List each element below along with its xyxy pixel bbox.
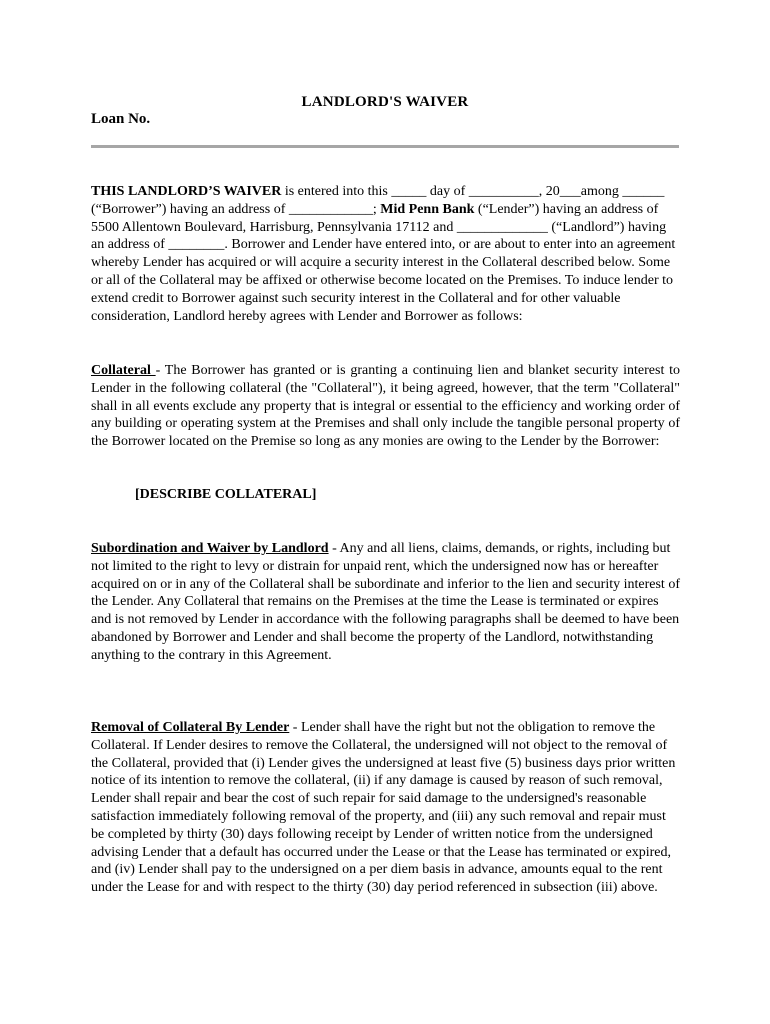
header-divider: [91, 145, 679, 148]
intro-text-1: is entered into this _____ day of __________, 20___among ______ (“Borrower”) having an address of ____________;: [91, 184, 665, 217]
intro-lead: THIS LANDLORD’S WAIVER: [91, 184, 282, 199]
lender-name: Mid Penn Bank: [380, 201, 475, 217]
subordination-heading: Subordination and Waiver by Landlord: [91, 541, 329, 556]
collateral-heading: Collateral: [91, 363, 156, 378]
intro-paragraph: [91, 183, 680, 325]
intro-text-2: (“Lender”) having an address of 5500 Allentown Boulevard, Harrisburg, Pennsylvania 17112 and _____________ (“Landlord”) having an address of ________. Borrower and Lender have entered into, or are about to enter into an agreement whereby Lender has acquired or will acquire a security interest in the Collateral described below. Some or all of the Collateral may be affixed or otherwise become located on the Premises. To induce lender to extend credit to Borrower against such security interest in the Collateral and for other valuable consideration, Landlord hereby agrees with Lender and Borrower as follows:: [91, 201, 676, 324]
removal-heading: Removal of Collateral By Lender: [91, 720, 290, 735]
collateral-body: - The Borrower has granted or is granting a continuing lien and blanket security interest to Lender in the following collateral (the "Collateral"), it being agreed, however, that the term "Collateral" shall in all events exclude any property that is integral or essential to the efficiency and working order of any building or operating system at the Premises and shall only include the tangible personal property of the Borrower located on the Premise so long as any monies are owing to the Lender by the Borrower:: [91, 363, 680, 450]
loan-number-label: Loan No.: [91, 111, 151, 127]
subordination-paragraph: [91, 540, 680, 665]
removal-paragraph: [91, 719, 680, 897]
subordination-body: - Any and all liens, claims, demands, or rights, including but not limited to the right to levy or distrain for unpaid rent, which the undersigned now has or hereafter acquired on or in any of the Collateral shall be subordinate and inferior to the lien and security interest of the Lender. Any Collateral that remains on the Premises at the time the Lease is terminated or expires and is not removed by Lender in accordance with the following paragraphs shall be deemed to have been abandoned by Borrower and Lender and shall become the property of the Landlord, notwithstanding anything to the contrary in this Agreement.: [91, 541, 680, 663]
removal-body: - Lender shall have the right but not the obligation to remove the Collateral. If Lender desires to remove the Collateral, the undersigned will not object to the removal of the Collateral, provided that (i) Lender gives the undersigned at least five (5) business days prior written notice of its intention to remove the collateral, (ii) if any damage is caused by reason of such removal, Lender shall repair and bear the cost of such repair for said damage to the undersigned's reasonable satisfaction immediately following removal of the property, and (iii) any such removal and repair must be completed by thirty (30) days following receipt by Lender of written notice from the undersigned advising Lender that a default has occurred under the Lease or that the Lease has terminated or expired, and (iv) Lender shall pay to the undersigned on a per diem basis in advance, amounts equal to the rent under the Lease for and with respect to the thirty (30) day period referenced in subsection (iii) above.: [91, 720, 676, 896]
describe-collateral-placeholder: [DESCRIBE COLLATERAL]: [135, 487, 317, 502]
document-title: LANDLORD'S WAIVER: [301, 94, 469, 110]
collateral-paragraph: [91, 362, 680, 451]
